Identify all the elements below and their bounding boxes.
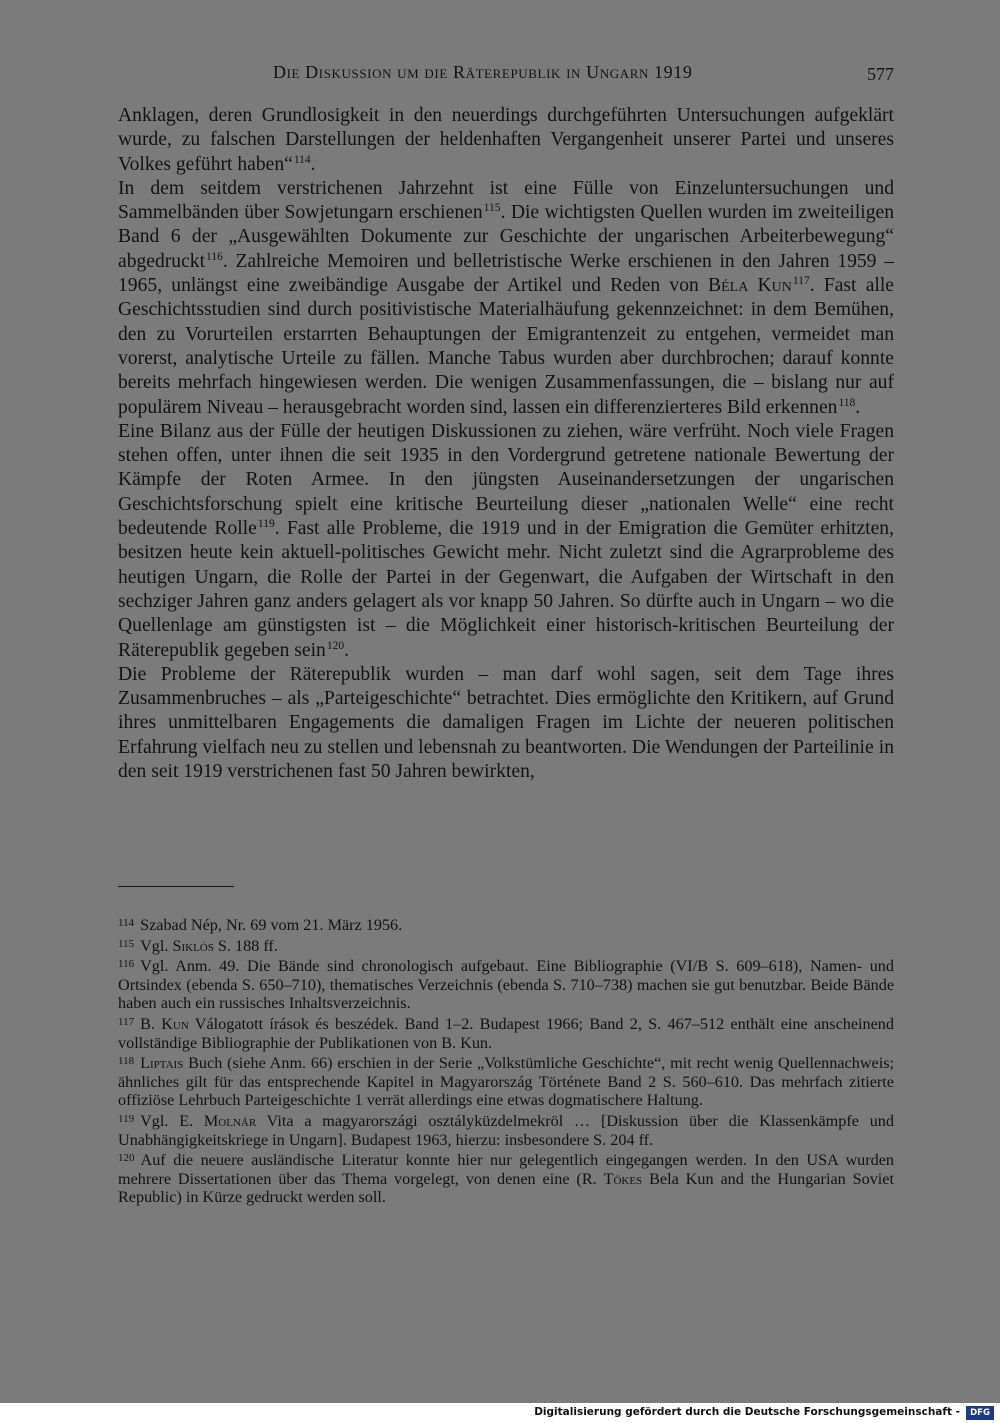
body-text <box>118 104 894 784</box>
running-title: Die Diskussion um die Räterepublik in Ungarn 1919 <box>273 62 693 82</box>
footnote-117: $^{117}$ B. Kun Válogatott írások és beszédek. Band 1–2. Budapest 1966; Band 2, S. 467–512 enthält eine anscheinend vollständige Bibliographie der Publikationen von B. Kun. <box>118 1014 894 1052</box>
person-name: Béla Kun <box>708 275 792 297</box>
footnote-ref-117[interactable]: 117 <box>792 275 810 288</box>
footnote-ref-115[interactable]: 115 <box>483 202 501 215</box>
footnote-ref-116[interactable]: 116 <box>206 250 223 263</box>
footnote-ref-119[interactable]: 119 <box>257 518 275 531</box>
digitization-footer <box>0 1403 1000 1423</box>
page-number: 577 <box>867 64 894 84</box>
footnotes <box>118 914 894 1207</box>
footnote-120: $^{120}$ Auf die neuere ausländische Literatur konnte hier nur gelegentlich eingegangen werden. In den USA wurden mehrere Dissertationen über das Thema vorgelegt, von denen eine (R. Tökes Bela Kun and the Hungarian Soviet Republic) in Kürze gedruckt werden soll. <box>118 1151 894 1207</box>
footnote-ref-114[interactable]: 114 <box>293 153 311 166</box>
funding-credit: Digitalisierung gefördert durch die Deutsche Forschungsgemeinschaft - <box>534 1406 960 1418</box>
footnote-divider <box>118 886 234 887</box>
footnote-116: $^{116}$ Vgl. Anm. 49. Die Bände sind chronologisch aufgebaut. Eine Bibliographie (VI/B S. 609–618), Namen- und Ortsindex (ebenda S. 650–710), thematisches Verzeichnis (ebenda S. 710–738) machen sie gut benutzbar. Beide Bände haben auch ein russisches Inhaltsverzeichnis. <box>118 957 894 1013</box>
footnote-ref-118[interactable]: 118 <box>838 396 856 409</box>
page-header <box>118 60 894 90</box>
footnote-ref-120[interactable]: 120 <box>326 639 345 652</box>
footnote-118: $^{118}$ Liptais Buch (siehe Anm. 66) erschien in der Serie „Volkstümliche Geschichte“, mit recht wenig Quellennachweis; ähnliches gilt für das entsprechende Kapitel in Magyarország Története Band 2 S. 560–610. Das mehrfach zitierte offiziöse Lehrbuch Parteigeschichte 1 verrät allerdings eine etwas dogmatischere Haltung. <box>118 1054 894 1110</box>
dfg-logo-icon: DFG <box>966 1406 994 1420</box>
paragraph-2: In dem seitdem verstrichenen Jahrzehnt ist eine Fülle von Einzeluntersuchungen und Sammelbänden über Sowjetungarn erschienen$^{115}$. Die wichtigsten Quellen wurden im zweiteiligen Band 6 der „Ausgewählten Dokumente zur Geschichte der ungarischen Arbeiterbewegung“ abgedruckt$^{116}$. Zahlreiche Memoiren und belletristische Werke erschienen in den Jahren 1959 – 1965, unlängst eine zweibändige Ausgabe der Artikel und Reden von Béla Kun$^{117}$. Fast alle Geschichtsstudien sind durch positivistische Materialhäufung gekennzeichnet: in dem Bemühen, den zu Vorurteilen erstarrten Behauptungen der Emigrantenzeit zu entgehen, vermeidet man vorerst, analytische Urteile zu fällen. Manche Tabus wurden aber durchbrochen; darauf konnte bereits mehrfach hingewiesen werden. Die wenigen Zusammenfassungen, die – bislang nur auf populärem Niveau – herausgebracht worden sind, lassen ein differenzierteres Bild erkennen$^{118}$. <box>118 177 894 418</box>
footnote-115: $^{115}$ Vgl. Siklós S. 188 ff. <box>118 936 278 955</box>
paragraph-4: Die Probleme der Räterepublik wurden – man darf wohl sagen, seit dem Tage ihres Zusammenbruches – als „Parteigeschichte“ betrachtet. Dies ermöglichte den Kritikern, auf Grund ihres unmittelbaren Engagements die damaligen Fragen im Lichte der neueren politischen Erfahrung vielfach neu zu stellen und lebensnah zu beantworten. Die Wendungen der Parteilinie in den seit 1919 verstrichenen fast 50 Jahren bewirkten, <box>118 663 894 783</box>
footnote-114: $^{114}$ Szabad Nép, Nr. 69 vom 21. März 1956. <box>118 916 403 934</box>
footnote-119: $^{119}$ Vgl. E. Molnár Vita a magyarországi osztályküzdelmekröl … [Diskussion über die Klassenkämpfe und Unabhängigkeitskriege in Ungarn]. Budapest 1963, hierzu: insbesondere S. 204 ff. <box>118 1111 894 1149</box>
paragraph-1: Anklagen, deren Grundlosigkeit in den neuerdings durchgeführten Untersuchungen aufgeklärt wurde, zu falschen Darstellungen der heldenhaften Vergangenheit unserer Partei und unseres Volkes geführt haben“$^{114}$. <box>118 105 894 175</box>
paragraph-3: Eine Bilanz aus der Fülle der heutigen Diskussionen zu ziehen, wäre verfrüht. Noch viele Fragen stehen offen, unter ihnen die seit 1935 in den Vordergrund getretene nationale Bewertung der Kämpfe der Roten Armee. In den jüngsten Auseinandersetzungen der ungarischen Geschichtsforschung spielt eine kritische Beurteilung dieser „nationalen Welle“ eine recht bedeutende Rolle$^{119}$. Fast alle Probleme, die 1919 und in der Emigration die Gemüter erhitzten, besitzen heute kein aktuell-politisches Gewicht mehr. Nicht zuletzt sind die Agrarprobleme des heutigen Ungarn, die Rolle der Partei in der Gegenwart, die Aufgaben der Wirtschaft in den sechziger Jahren ganz anders gelagert als vor knapp 50 Jahren. So dürfte auch in Ungarn – wo die Quellenlage am günstigsten ist – die Möglichkeit einer historisch-kritischen Beurteilung der Räterepublik gegeben sein$^{120}$. <box>118 420 894 661</box>
